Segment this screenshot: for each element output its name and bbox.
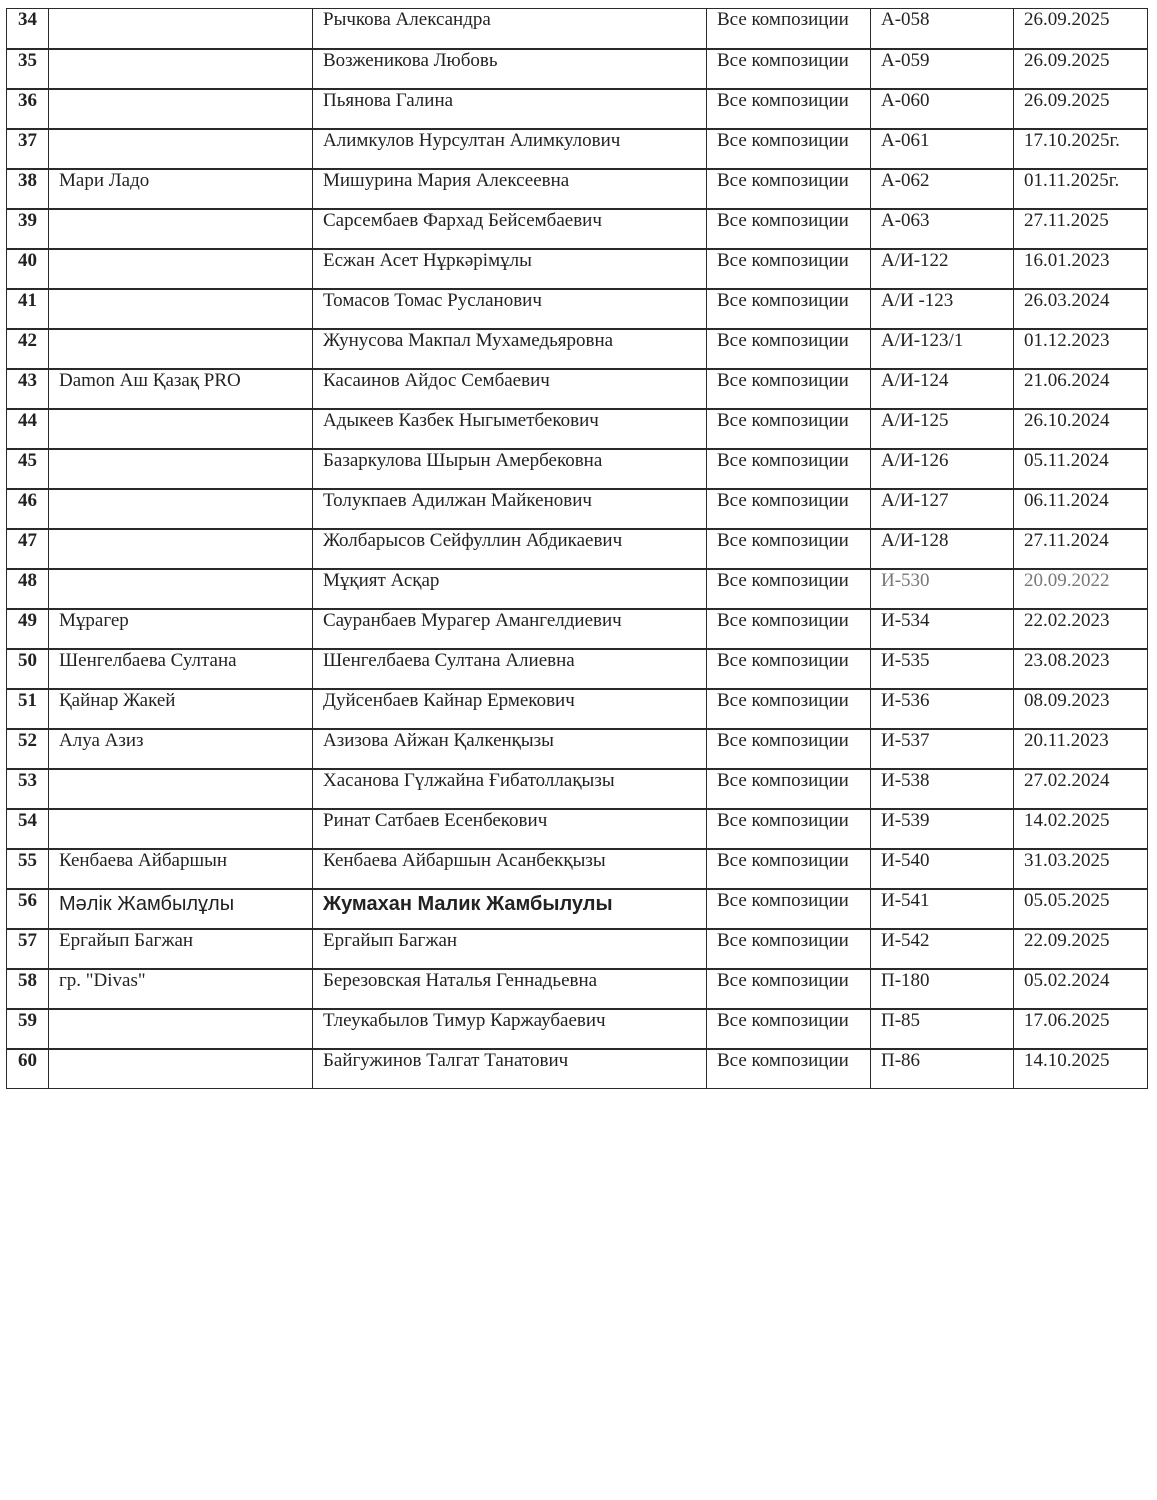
scope-cell: Все композиции [707, 649, 871, 689]
table-row [7, 369, 1148, 409]
alias-cell [49, 529, 313, 569]
scope-cell: Все композиции [707, 89, 871, 129]
author-name-cell: Мұқият Асқар [313, 569, 707, 609]
registration-code-cell: И-539 [871, 809, 1014, 849]
row-number-cell: 43 [7, 369, 49, 409]
author-name-cell: Жунусова Макпал Мухамедьяровна [313, 329, 707, 369]
registration-code-cell: А/И-126 [871, 449, 1014, 489]
table-row [7, 249, 1148, 289]
row-number-cell: 53 [7, 769, 49, 809]
registration-date-cell: 17.10.2025г. [1014, 129, 1148, 169]
author-name-cell: Азизова Айжан Қалкенқызы [313, 729, 707, 769]
row-number-cell: 56 [7, 889, 49, 929]
registration-date-cell: 14.10.2025 [1014, 1049, 1148, 1089]
table-row [7, 409, 1148, 449]
author-name-cell: Жолбарысов Сейфуллин Абдикаевич [313, 529, 707, 569]
scope-cell: Все композиции [707, 209, 871, 249]
row-number-cell: 35 [7, 49, 49, 89]
registration-code-cell: И-540 [871, 849, 1014, 889]
table-row [7, 969, 1148, 1009]
table-row [7, 209, 1148, 249]
author-name-cell: Сауранбаев Мурагер Амангелдиевич [313, 609, 707, 649]
alias-cell: Мұрагер [49, 609, 313, 649]
table-row [7, 169, 1148, 209]
registration-code-cell: А-060 [871, 89, 1014, 129]
alias-cell: Ергайып Багжан [49, 929, 313, 969]
alias-cell: Мари Ладо [49, 169, 313, 209]
registration-code-cell: П-86 [871, 1049, 1014, 1089]
author-name-cell: Толукпаев Адилжан Майкенович [313, 489, 707, 529]
author-name-cell: Кенбаева Айбаршын Асанбекқызы [313, 849, 707, 889]
registration-date-cell: 27.11.2025 [1014, 209, 1148, 249]
registry-table-body [7, 9, 1148, 1089]
scope-cell: Все композиции [707, 849, 871, 889]
author-name-cell: Хасанова Гүлжайна Ғибатоллақызы [313, 769, 707, 809]
row-number-cell: 57 [7, 929, 49, 969]
registration-date-cell: 17.06.2025 [1014, 1009, 1148, 1049]
row-number-cell: 34 [7, 9, 49, 49]
scope-cell: Все композиции [707, 489, 871, 529]
registration-code-cell: И-530 [871, 569, 1014, 609]
scope-cell: Все композиции [707, 169, 871, 209]
scope-cell: Все композиции [707, 929, 871, 969]
table-row [7, 569, 1148, 609]
alias-cell: Шенгелбаева Султана [49, 649, 313, 689]
scope-cell: Все композиции [707, 249, 871, 289]
registration-date-cell: 14.02.2025 [1014, 809, 1148, 849]
table-row [7, 609, 1148, 649]
registration-code-cell: А-058 [871, 9, 1014, 49]
scope-cell: Все композиции [707, 529, 871, 569]
author-name-cell: Ергайып Багжан [313, 929, 707, 969]
scope-cell: Все композиции [707, 329, 871, 369]
alias-cell: гр. "Divas" [49, 969, 313, 1009]
row-number-cell: 49 [7, 609, 49, 649]
table-row [7, 849, 1148, 889]
table-row [7, 129, 1148, 169]
table-row [7, 649, 1148, 689]
row-number-cell: 37 [7, 129, 49, 169]
alias-cell [49, 129, 313, 169]
author-name-cell: Сарсембаев Фархад Бейсембаевич [313, 209, 707, 249]
alias-cell: Мәлік Жамбылұлы [49, 889, 313, 929]
scope-cell: Все композиции [707, 49, 871, 89]
row-number-cell: 39 [7, 209, 49, 249]
row-number-cell: 40 [7, 249, 49, 289]
alias-cell [49, 49, 313, 89]
table-row [7, 449, 1148, 489]
table-row [7, 809, 1148, 849]
scope-cell: Все композиции [707, 449, 871, 489]
scope-cell: Все композиции [707, 569, 871, 609]
scope-cell: Все композиции [707, 409, 871, 449]
row-number-cell: 42 [7, 329, 49, 369]
row-number-cell: 47 [7, 529, 49, 569]
table-row [7, 689, 1148, 729]
author-name-cell: Алимкулов Нурсултан Алимкулович [313, 129, 707, 169]
alias-cell [49, 569, 313, 609]
registration-code-cell: А/И-125 [871, 409, 1014, 449]
table-row [7, 289, 1148, 329]
registration-date-cell: 26.10.2024 [1014, 409, 1148, 449]
row-number-cell: 55 [7, 849, 49, 889]
registration-date-cell: 27.11.2024 [1014, 529, 1148, 569]
alias-cell [49, 809, 313, 849]
table-row [7, 49, 1148, 89]
scope-cell: Все композиции [707, 369, 871, 409]
registration-code-cell: П-85 [871, 1009, 1014, 1049]
alias-cell [49, 89, 313, 129]
row-number-cell: 50 [7, 649, 49, 689]
alias-cell [49, 9, 313, 49]
table-row [7, 9, 1148, 49]
registration-code-cell: И-537 [871, 729, 1014, 769]
alias-cell: Damon Аш Қазақ PRO [49, 369, 313, 409]
author-name-cell: Томасов Томас Русланович [313, 289, 707, 329]
alias-cell [49, 249, 313, 289]
row-number-cell: 52 [7, 729, 49, 769]
author-name-cell: Рычкова Александра [313, 9, 707, 49]
author-name-cell: Мишурина Мария Алексеевна [313, 169, 707, 209]
registration-code-cell: А/И-122 [871, 249, 1014, 289]
registration-code-cell: И-538 [871, 769, 1014, 809]
registration-code-cell: А-062 [871, 169, 1014, 209]
registry-table [6, 8, 1148, 1089]
alias-cell: Алуа Азиз [49, 729, 313, 769]
scope-cell: Все композиции [707, 809, 871, 849]
registration-date-cell: 05.02.2024 [1014, 969, 1148, 1009]
author-name-cell: Есжан Асет Нұркәрімұлы [313, 249, 707, 289]
row-number-cell: 48 [7, 569, 49, 609]
registration-date-cell: 22.02.2023 [1014, 609, 1148, 649]
registration-code-cell: А/И-128 [871, 529, 1014, 569]
registration-code-cell: И-542 [871, 929, 1014, 969]
row-number-cell: 41 [7, 289, 49, 329]
table-row [7, 529, 1148, 569]
registration-code-cell: А/И -123 [871, 289, 1014, 329]
registration-date-cell: 01.11.2025г. [1014, 169, 1148, 209]
registration-date-cell: 26.09.2025 [1014, 9, 1148, 49]
registration-date-cell: 08.09.2023 [1014, 689, 1148, 729]
alias-cell: Қайнар Жакей [49, 689, 313, 729]
alias-cell [49, 1009, 313, 1049]
row-number-cell: 59 [7, 1009, 49, 1049]
author-name-cell: Березовская Наталья Геннадьевна [313, 969, 707, 1009]
registration-date-cell: 26.09.2025 [1014, 89, 1148, 129]
alias-cell [49, 1049, 313, 1089]
registration-code-cell: П-180 [871, 969, 1014, 1009]
scope-cell: Все композиции [707, 689, 871, 729]
registration-date-cell: 26.03.2024 [1014, 289, 1148, 329]
registration-date-cell: 21.06.2024 [1014, 369, 1148, 409]
alias-cell [49, 489, 313, 529]
registration-code-cell: И-536 [871, 689, 1014, 729]
registration-code-cell: И-534 [871, 609, 1014, 649]
registration-date-cell: 01.12.2023 [1014, 329, 1148, 369]
table-row [7, 929, 1148, 969]
registration-date-cell: 05.11.2024 [1014, 449, 1148, 489]
scope-cell: Все композиции [707, 769, 871, 809]
registration-code-cell: И-535 [871, 649, 1014, 689]
author-name-cell: Шенгелбаева Султана Алиевна [313, 649, 707, 689]
alias-cell: Кенбаева Айбаршын [49, 849, 313, 889]
registration-date-cell: 23.08.2023 [1014, 649, 1148, 689]
alias-cell [49, 409, 313, 449]
author-name-cell: Пьянова Галина [313, 89, 707, 129]
table-row [7, 1049, 1148, 1089]
author-name-cell: Тлеукабылов Тимур Каржаубаевич [313, 1009, 707, 1049]
registration-code-cell: И-541 [871, 889, 1014, 929]
row-number-cell: 46 [7, 489, 49, 529]
alias-cell [49, 209, 313, 249]
scope-cell: Все композиции [707, 609, 871, 649]
author-name-cell: Жумахан Малик Жамбылулы [313, 889, 707, 929]
author-name-cell: Касаинов Айдос Сембаевич [313, 369, 707, 409]
scope-cell: Все композиции [707, 1009, 871, 1049]
author-name-cell: Адыкеев Казбек Ныгыметбекович [313, 409, 707, 449]
author-name-cell: Байгужинов Талгат Танатович [313, 1049, 707, 1089]
registration-date-cell: 27.02.2024 [1014, 769, 1148, 809]
table-row [7, 769, 1148, 809]
scope-cell: Все композиции [707, 1049, 871, 1089]
row-number-cell: 36 [7, 89, 49, 129]
table-row [7, 89, 1148, 129]
author-name-cell: Ринат Сатбаев Есенбекович [313, 809, 707, 849]
registration-date-cell: 20.11.2023 [1014, 729, 1148, 769]
table-row [7, 889, 1148, 929]
row-number-cell: 38 [7, 169, 49, 209]
registration-date-cell: 05.05.2025 [1014, 889, 1148, 929]
alias-cell [49, 769, 313, 809]
registration-code-cell: А-059 [871, 49, 1014, 89]
table-row [7, 729, 1148, 769]
row-number-cell: 51 [7, 689, 49, 729]
author-name-cell: Дуйсенбаев Кайнар Ермекович [313, 689, 707, 729]
scope-cell: Все композиции [707, 969, 871, 1009]
registration-date-cell: 16.01.2023 [1014, 249, 1148, 289]
row-number-cell: 54 [7, 809, 49, 849]
scope-cell: Все композиции [707, 9, 871, 49]
registration-code-cell: А/И-127 [871, 489, 1014, 529]
registration-date-cell: 22.09.2025 [1014, 929, 1148, 969]
table-row [7, 1009, 1148, 1049]
scope-cell: Все композиции [707, 129, 871, 169]
registration-code-cell: А-063 [871, 209, 1014, 249]
row-number-cell: 45 [7, 449, 49, 489]
scope-cell: Все композиции [707, 889, 871, 929]
alias-cell [49, 329, 313, 369]
table-row [7, 489, 1148, 529]
registration-date-cell: 31.03.2025 [1014, 849, 1148, 889]
registration-code-cell: А-061 [871, 129, 1014, 169]
registration-date-cell: 20.09.2022 [1014, 569, 1148, 609]
registration-code-cell: А/И-124 [871, 369, 1014, 409]
row-number-cell: 58 [7, 969, 49, 1009]
row-number-cell: 44 [7, 409, 49, 449]
registration-code-cell: А/И-123/1 [871, 329, 1014, 369]
alias-cell [49, 289, 313, 329]
scope-cell: Все композиции [707, 289, 871, 329]
registration-date-cell: 06.11.2024 [1014, 489, 1148, 529]
row-number-cell: 60 [7, 1049, 49, 1089]
registration-date-cell: 26.09.2025 [1014, 49, 1148, 89]
table-row [7, 329, 1148, 369]
scope-cell: Все композиции [707, 729, 871, 769]
alias-cell [49, 449, 313, 489]
author-name-cell: Базаркулова Шырын Амербековна [313, 449, 707, 489]
author-name-cell: Возженикова Любовь [313, 49, 707, 89]
